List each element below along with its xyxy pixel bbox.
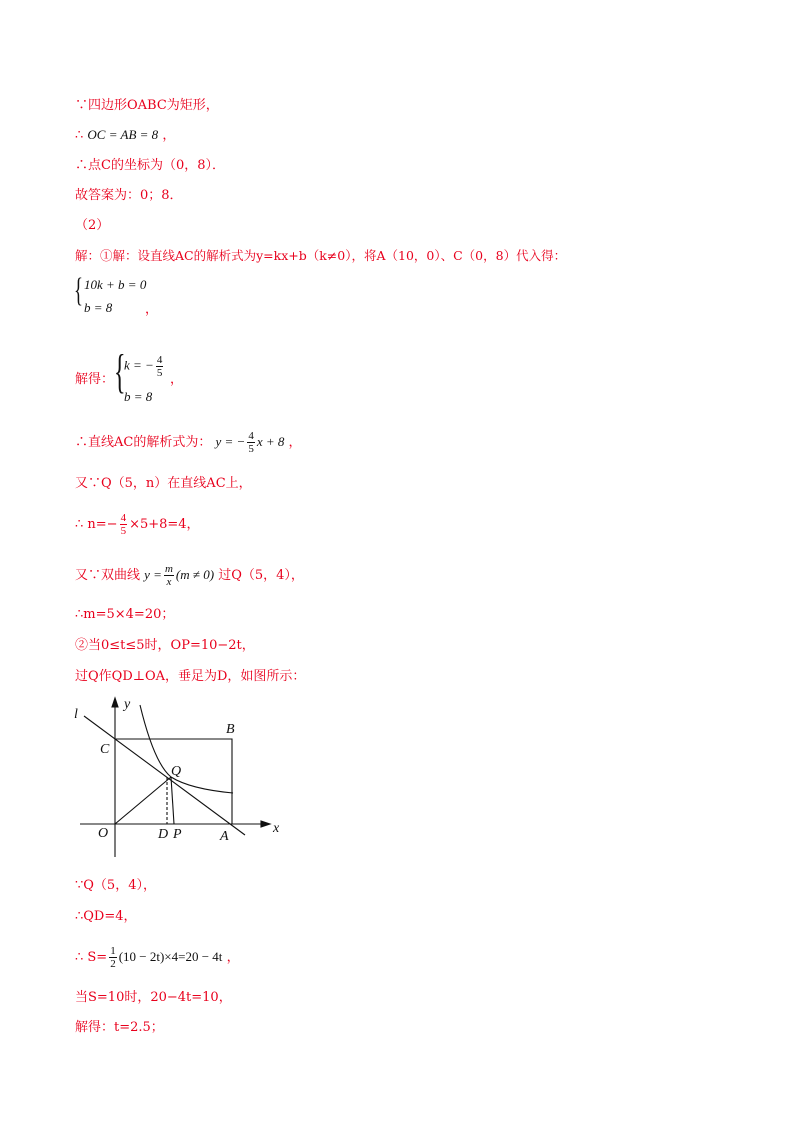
segment-oq bbox=[115, 777, 171, 824]
label-p: P bbox=[173, 827, 182, 842]
line-rectangle: ∵四边形OABC为矩形， bbox=[75, 98, 219, 113]
label-d: D bbox=[158, 827, 169, 842]
label-b: B bbox=[226, 722, 235, 737]
label-x: x bbox=[273, 821, 280, 836]
label-y: y bbox=[124, 697, 131, 712]
label-c: C bbox=[100, 742, 110, 757]
line-s-equals-10: 当S=10时，20−4t=10， bbox=[75, 990, 232, 1005]
line-hyperbola: 又∵双曲线 y = $\frac{m}{x}$ (m ≠ 0) 过Q（5，4）， bbox=[75, 563, 304, 588]
label-a: A bbox=[220, 829, 229, 844]
line-c-coordinates: ∴点C的坐标为（0，8）． bbox=[75, 158, 225, 173]
left-brace: { bbox=[74, 272, 83, 309]
segment-qp bbox=[171, 777, 174, 824]
line-qd: ∴QD=4， bbox=[75, 909, 137, 924]
line-answer: 故答案为：0；8． bbox=[75, 188, 183, 203]
line-case-2: ②当0≤t≤5时，OP=10−2t， bbox=[75, 638, 255, 653]
label-q: Q bbox=[171, 764, 182, 779]
geometry-figure bbox=[60, 695, 290, 865]
left-brace: { bbox=[114, 345, 126, 398]
line-area-s: ∴ S= $\frac{1}{2}$ (10 − 2t)×4=20 − 4t ， bbox=[75, 945, 240, 970]
line-perpendicular: 过Q作QD⊥OA，垂足为D，如图所示： bbox=[75, 669, 306, 684]
line-solve-t: 解得：t=2.5； bbox=[75, 1020, 164, 1035]
hyperbola-curve bbox=[140, 705, 233, 793]
label-o: O bbox=[98, 826, 109, 841]
label-l: l bbox=[74, 707, 78, 722]
line-setup-ac: 解：①解：设直线AC的解析式为y=kx+b（k≠0），将A（10，0）、C（0，8）代入得： bbox=[75, 248, 567, 263]
line-oc-ab: ∴ OC = AB = 8 ， bbox=[75, 127, 176, 143]
x-axis-arrow bbox=[261, 821, 270, 827]
line-ac-expression: ∴直线AC的解析式为： y = − $\frac{4}{5}$ x + 8 ， bbox=[75, 430, 302, 455]
line-part-2: （2） bbox=[75, 218, 110, 233]
y-axis-arrow bbox=[112, 698, 118, 707]
line-q-on-ac: 又∵Q（5，n）在直线AC上， bbox=[75, 476, 252, 491]
line-n-value: ∴ n=− $\frac{4}{5}$ ×5+8=4， bbox=[75, 512, 200, 537]
line-l bbox=[84, 716, 245, 835]
line-q-coord: ∵Q（5，4）， bbox=[75, 878, 156, 893]
line-m-value: ∴m=5×4=20； bbox=[75, 607, 175, 622]
